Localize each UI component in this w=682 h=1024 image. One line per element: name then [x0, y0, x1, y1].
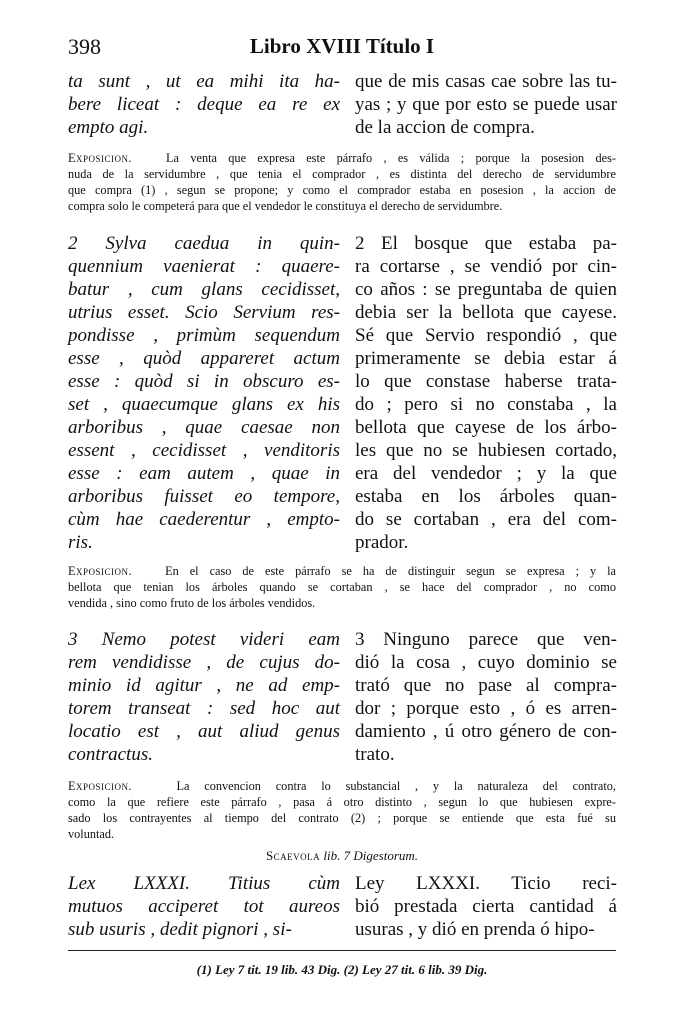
- exposicion-line: que compra (1) , segun se propone; y como el comprador estaba en posesion , la accion de: [68, 183, 616, 197]
- exposicion-line: vendida , sino como fruto de los árboles vendidos.: [68, 596, 316, 610]
- spanish-line: yas ; y que por esto se puede usar: [355, 94, 617, 115]
- latin-line: locatio est , aut aliud genus: [68, 721, 340, 742]
- exposicion-line: La venta que expresa este párrafo , es válida ; porque la posesion des-: [166, 151, 616, 165]
- spanish-line: estaba en los árboles quan-: [355, 486, 617, 507]
- latin-column-section-1: [68, 70, 340, 139]
- latin-line: sub usuris , dedit pignori , si-: [68, 919, 292, 940]
- exposicion-line: La convencion contra lo substancial , y la naturaleza del contrato,: [176, 779, 616, 793]
- latin-line: esse : eam autem , quae in: [68, 463, 340, 484]
- spanish-line: bellota que cayese de los árbo-: [355, 417, 617, 438]
- spanish-line: Sé que Servio respondió , que: [355, 325, 617, 346]
- latin-line: contractus.: [68, 744, 153, 765]
- latin-line: quennium vaenierat : quaere-: [68, 256, 340, 277]
- spanish-line: 2 El bosque que estaba pa-: [355, 233, 617, 254]
- spanish-line: dió la cosa , cuyo dominio se: [355, 652, 617, 673]
- spanish-line: primeramente se debia estar á: [355, 348, 617, 369]
- exposicion-section-3: [68, 778, 616, 842]
- citation-work: lib. 7 Digestorum.: [323, 848, 419, 863]
- spanish-line: co años : se preguntaba de quien: [355, 279, 617, 300]
- latin-column-section-4: [68, 872, 340, 941]
- spanish-line: bió prestada cierta cantidad á: [355, 896, 617, 917]
- spanish-line: lo que constase haberse trata-: [355, 371, 617, 392]
- exposicion-line: compra solo le competerá para que el vendedor le constituya el derecho de servidumbre.: [68, 199, 503, 213]
- spanish-line: les que no se hubiesen cortado,: [355, 440, 617, 461]
- spanish-line: Ley LXXXI. Ticio reci-: [355, 873, 617, 894]
- latin-line: cùm hae caederentur , empto-: [68, 509, 340, 530]
- spanish-line: damiento , ú otro género de con-: [355, 721, 617, 742]
- latin-line: minio id agitur , ne ad emp-: [68, 675, 340, 696]
- exposicion-line: En el caso de este párrafo se ha de distinguir segun se expresa ; y la: [165, 564, 616, 578]
- latin-line: 2 Sylva caedua in quin-: [68, 233, 340, 254]
- latin-line: utrius esset. Scio Servium res-: [68, 302, 340, 323]
- latin-column-section-3: [68, 628, 340, 766]
- latin-line: ris.: [68, 532, 93, 553]
- spanish-line: de la accion de compra.: [355, 117, 535, 138]
- latin-line: essent , cecidisset , venditoris: [68, 440, 340, 461]
- exposicion-line: voluntad.: [68, 827, 115, 841]
- spanish-line: trato.: [355, 744, 395, 765]
- exposicion-line: sado los contrayentes al tiempo del contrato (2) ; porque se entiende que esta fué su: [68, 811, 616, 825]
- exposicion-label: Exposicion.: [68, 564, 133, 578]
- spanish-line: era del vendedor ; y la que: [355, 463, 617, 484]
- latin-line: esse : quòd si in obscuro es-: [68, 371, 340, 392]
- latin-line: rem vendidisse , de cujus do-: [68, 652, 340, 673]
- law-citation: [68, 848, 616, 864]
- latin-line: mutuos acciperet tot aureos: [68, 896, 340, 917]
- exposicion-section-2: [68, 563, 616, 611]
- spanish-line: trató que no pase al compra-: [355, 675, 617, 696]
- latin-line: bere liceat : deque ea re ex: [68, 94, 340, 115]
- exposicion-label: Exposicion.: [68, 779, 133, 793]
- spanish-line: dor ; porque esto , ó es arren-: [355, 698, 617, 719]
- spanish-line: ra cortarse , se vendió por cin-: [355, 256, 617, 277]
- latin-line: arboribus fuisset eo tempore,: [68, 486, 340, 507]
- latin-line: torem transeat : sed hoc aut: [68, 698, 340, 719]
- latin-column-section-2: [68, 232, 340, 554]
- spanish-column-section-4: [355, 872, 617, 941]
- exposicion-line: nuda de la servidumbre , que tenia el comprador , es distinta del derecho de servidumbre: [68, 167, 616, 181]
- latin-line: set , quaecumque glans ex his: [68, 394, 340, 415]
- spanish-column-section-3: [355, 628, 617, 766]
- spanish-line: que de mis casas cae sobre las tu-: [355, 71, 617, 92]
- citation-author: Scaevola: [265, 848, 321, 863]
- latin-line: ta sunt , ut ea mihi ita ha-: [68, 71, 340, 92]
- footnote-rule: [68, 950, 616, 951]
- exposicion-line: como la que refiere este párrafo , pasa á otro distinto , segun lo que hubiesen expre-: [68, 795, 616, 809]
- footnotes: (1) Ley 7 tit. 19 lib. 43 Dig. (2) Ley 27 tit. 6 lib. 39 Dig.: [196, 962, 488, 977]
- spanish-line: prador.: [355, 532, 409, 553]
- running-title: Libro XVIII Título I: [249, 34, 435, 58]
- latin-line: batur , cum glans cecidisset,: [68, 279, 340, 300]
- latin-line: pondisse , primùm sequendum: [68, 325, 340, 346]
- exposicion-label: Exposicion.: [68, 151, 133, 165]
- page-header: [68, 34, 616, 60]
- exposicion-section-1: [68, 150, 616, 214]
- latin-line: 3 Nemo potest videri eam: [68, 629, 340, 650]
- latin-line: empto agi.: [68, 117, 149, 138]
- exposicion-line: bellota que tenian los árboles quando se cortaban , se hace del comprador , no como: [68, 580, 616, 594]
- page-number: 398: [68, 34, 101, 59]
- latin-line: esse , quòd appareret actum: [68, 348, 340, 369]
- latin-line: Lex LXXXI. Titius cùm: [68, 873, 340, 894]
- spanish-line: debia ser la bellota que cayese.: [355, 302, 617, 323]
- spanish-line: do ; pero si no constaba , la: [355, 394, 617, 415]
- spanish-line: do se cortaban , era del com-: [355, 509, 617, 530]
- spanish-column-section-1: [355, 70, 617, 139]
- spanish-line: 3 Ninguno parece que ven-: [355, 629, 617, 650]
- latin-line: arboribus , quae caesae non: [68, 417, 340, 438]
- spanish-line: usuras , y dió en prenda ó hipo-: [355, 919, 595, 940]
- spanish-column-section-2: [355, 232, 617, 554]
